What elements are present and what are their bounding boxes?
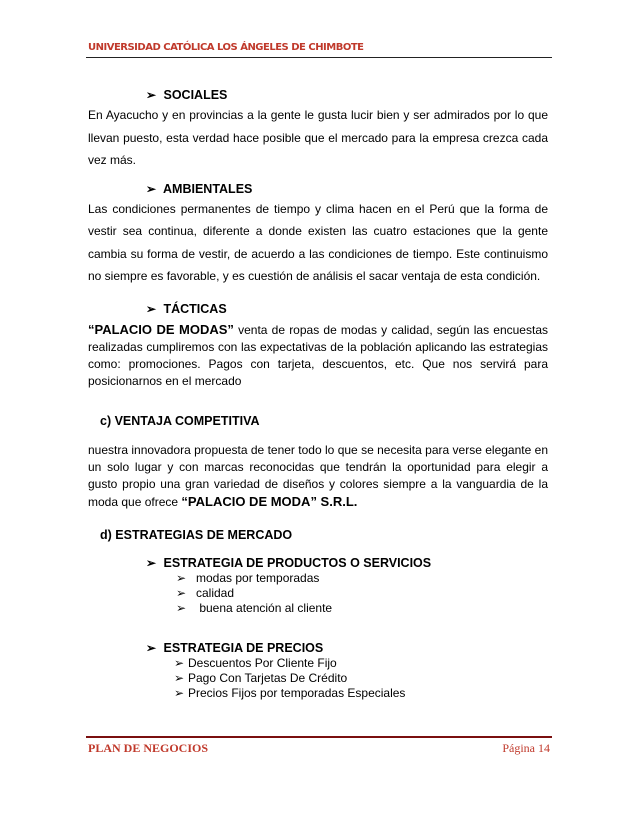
subsection-heading-productos: ➢ ESTRATEGIA DE PRODUCTOS O SERVICIOS <box>146 555 432 570</box>
page-header: UNIVERSIDAD CATÓLICA LOS ÁNGELES DE CHIMBOTE <box>88 42 364 53</box>
arrow-bullet-icon: ➢ <box>176 585 187 600</box>
arrow-bullet-icon: ➢ <box>146 181 157 196</box>
list-productos <box>176 571 548 616</box>
arrow-bullet-icon: ➢ <box>146 88 157 102</box>
list-item: ➢ buena atención al cliente <box>176 600 333 615</box>
subsection-heading-precios: ➢ ESTRATEGIA DE PRECIOS <box>146 640 324 655</box>
arrow-bullet-icon: ➢ <box>176 570 187 585</box>
company-name: “PALACIO DE MODA” S.R.L. <box>181 493 358 509</box>
section-heading-ventaja: c) VENTAJA COMPETITIVA <box>100 413 260 428</box>
list-item: ➢ calidad <box>176 585 235 600</box>
company-name: “PALACIO DE MODAS” <box>88 321 234 337</box>
footer-divider <box>86 736 552 738</box>
arrow-bullet-icon: ➢ <box>146 640 157 655</box>
arrow-bullet-icon: ➢ <box>146 555 157 570</box>
paragraph-ventaja: nuestra innovadora propuesta de tener todo lo que se necesita para verse elegante en un solo lugar y con marcas reconocidas que tendrán la oportunidad para elegir a gusto propio una gran variedad de diseños y colores siempre a la vanguardia de la moda que ofrece “PALACIO DE MODA” S.R.L. <box>88 442 548 509</box>
header-divider <box>86 57 552 58</box>
list-item: ➢ modas por temporadas <box>176 570 320 585</box>
paragraph-tacticas: “PALACIO DE MODAS” venta de ropas de modas y calidad, según las encuestas realizadas cumpliremos con las expectativas de la población aplicando las estrategias como: promociones. Pagos con tarjeta, descuentos, etc. Que nos servirá para posicionarnos en el mercado <box>88 321 548 388</box>
list-item: ➢ Descuentos Por Cliente Fijo <box>174 655 337 670</box>
arrow-bullet-icon: ➢ <box>174 670 185 685</box>
arrow-bullet-icon: ➢ <box>176 600 187 615</box>
arrow-bullet-icon: ➢ <box>174 685 185 700</box>
document-body <box>88 88 548 701</box>
page-number: Página 14 <box>502 741 550 755</box>
list-precios <box>174 656 548 701</box>
section-heading-sociales: ➢ SOCIALES <box>146 88 228 102</box>
section-heading-ambientales: ➢ AMBIENTALES <box>146 181 253 196</box>
list-item: ➢ Pago Con Tarjetas De Crédito <box>174 670 348 685</box>
footer-title: PLAN DE NEGOCIOS <box>88 741 209 755</box>
list-item: ➢ Precios Fijos por temporadas Especiales <box>174 685 406 700</box>
arrow-bullet-icon: ➢ <box>146 301 157 316</box>
section-heading-tacticas: ➢ TÁCTICAS <box>146 301 227 316</box>
paragraph-ambientales: Las condiciones permanentes de tiempo y clima hacen en el Perú que la forma de vestir sea continua, diferente a donde existen las cuatro estaciones que la gente cambia su forma de vestir, de acuerdo a las condiciones de tiempo. Este continuismo no siempre es favorable, y es cuestión de análisis el sacar ventaja de esta condición. <box>88 201 548 283</box>
paragraph-sociales: En Ayacucho y en provincias a la gente le gusta lucir bien y ser admirados por lo que llevan puesto, esta verdad hace posible que el mercado para la empresa crezca cada vez más. <box>88 108 548 167</box>
arrow-bullet-icon: ➢ <box>174 655 185 670</box>
section-heading-estrategias: d) ESTRATEGIAS DE MERCADO <box>100 527 293 542</box>
